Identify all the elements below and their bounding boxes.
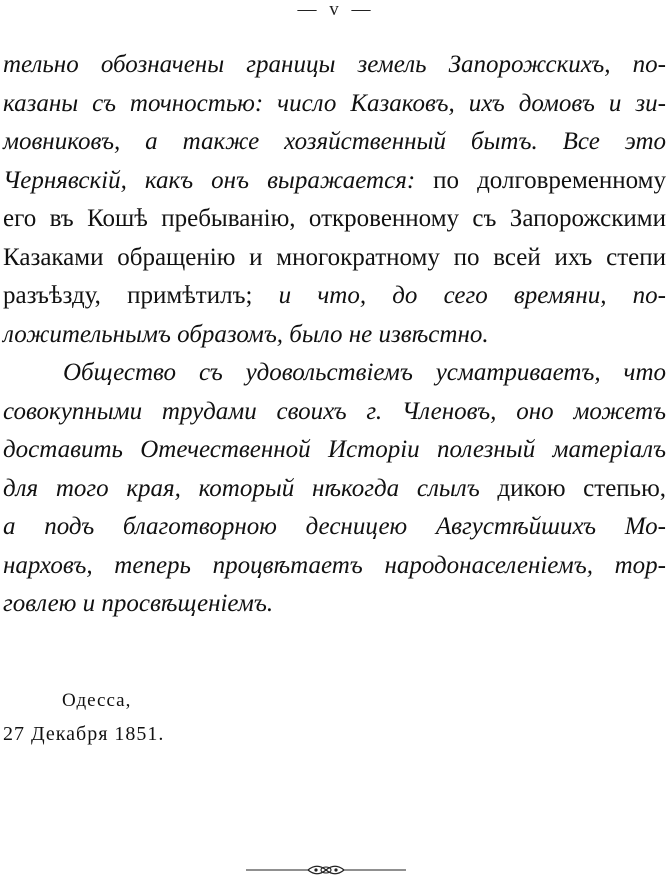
text-line — [3, 162, 666, 201]
text-line: Общество съ удовольствіемъ усматриваетъ, что — [63, 359, 666, 386]
text-line: совокупными трудами своихъ г. Членовъ, оно можетъ — [3, 397, 666, 425]
flourish-ornament-icon — [246, 862, 406, 878]
text-line: ложительнымъ образомъ, было не извѣстно. — [3, 320, 489, 348]
text-line: нарховъ, теперь процвѣтаетъ народонаселеніемъ, тор- — [3, 551, 666, 579]
text-line: доставить Отечественной Исторіи полезный матеріалъ — [3, 436, 666, 463]
text-upright-span: по долговременному — [415, 166, 666, 194]
text-upright-span: дикою степью, — [479, 474, 666, 502]
text-line: его въ Кошѣ пребыванію, откровенному съ Запорожскими — [3, 205, 666, 232]
text-line: тельно обозначены границы земель Запорожскихъ, по- — [3, 51, 666, 78]
signature-place: Одесса, — [62, 690, 132, 711]
text-line: говлею и просвѣщеніемъ. — [3, 590, 274, 617]
text-italic-span: для того края, который нѣкогда слылъ — [3, 474, 480, 502]
body-text — [3, 46, 666, 624]
text-line: Казаками обращенію и многократному по всей ихъ степи — [3, 243, 666, 271]
text-upright-span: разъѣзду, примѣтилъ; — [3, 282, 253, 309]
page-number: — v — — [297, 0, 375, 20]
text-line: казаны съ точностью: число Казаковъ, ихъ домовъ и зи- — [3, 89, 666, 117]
text-italic-span: Чернявскій, какъ онъ выражается: — [3, 166, 416, 194]
text-line: мовниковъ, а также хозяйственный бытъ. Все это — [3, 128, 666, 155]
text-line — [3, 277, 666, 316]
text-line — [3, 470, 666, 509]
signature-date: 27 Декабря 1851. — [3, 723, 165, 745]
text-line: а подъ благотворною десницею Августѣйшихъ Мо- — [3, 513, 666, 540]
text-italic-span: и что, до сего времяни, по- — [252, 282, 667, 309]
